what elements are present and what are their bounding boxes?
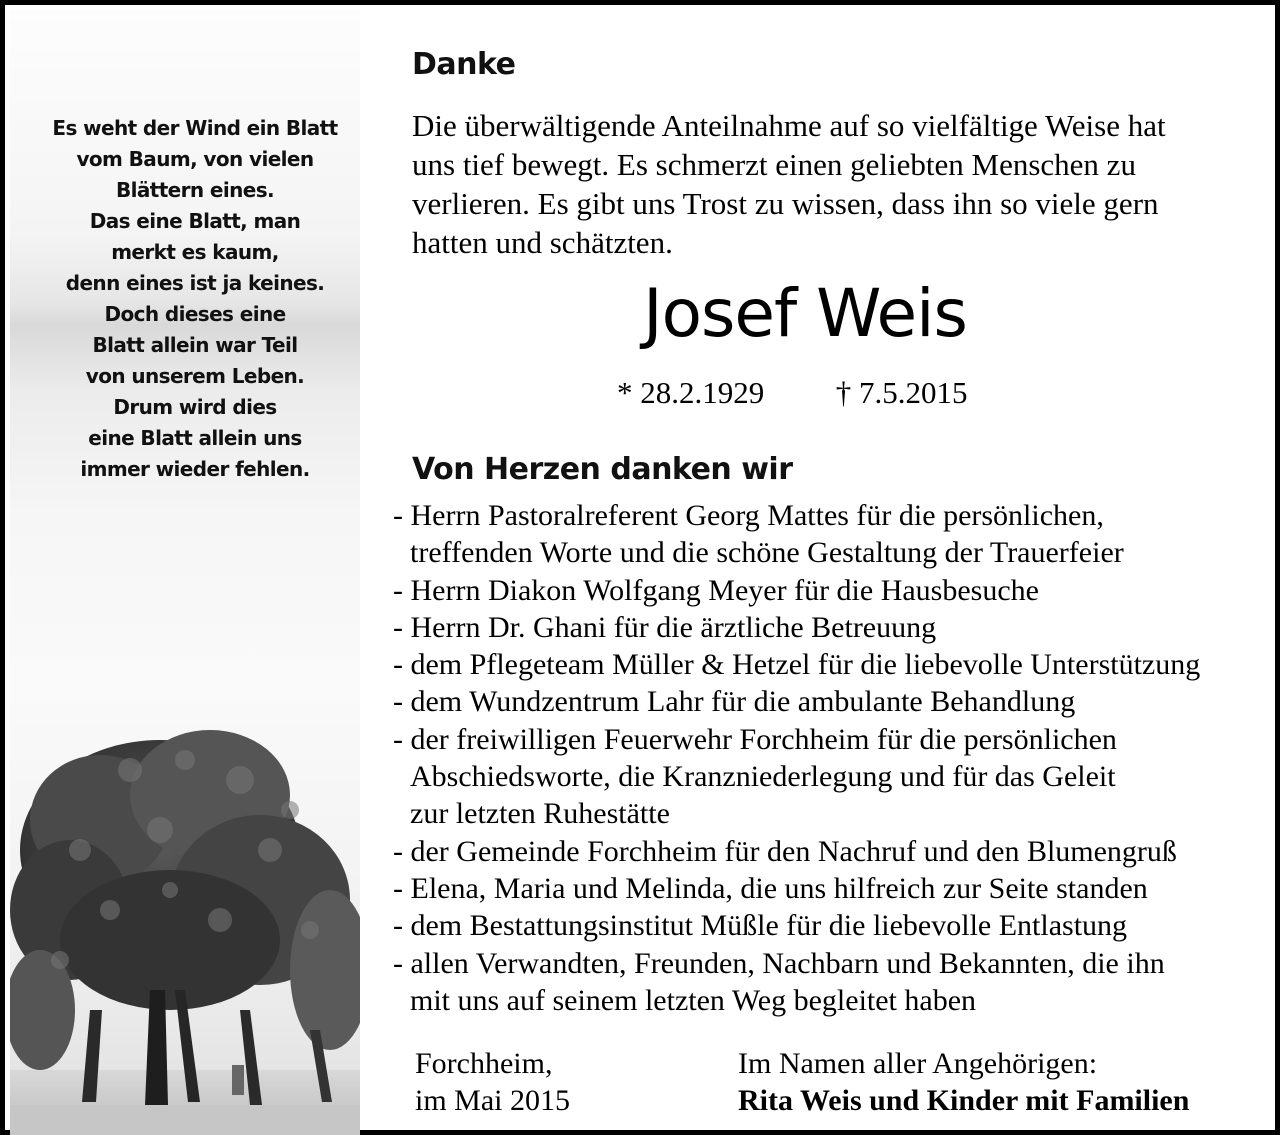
poem-line: vom Baum, von vielen bbox=[76, 147, 314, 171]
poem-line: Blatt allein war Teil bbox=[92, 333, 298, 357]
deceased-name: Josef Weis bbox=[643, 275, 967, 352]
tree-picture bbox=[10, 710, 360, 1135]
place: Forchheim, bbox=[415, 1047, 553, 1080]
heading: Danke bbox=[412, 47, 516, 82]
poem-line: merkt es kaum, bbox=[111, 240, 279, 264]
poem-line: Drum wird dies bbox=[113, 395, 277, 419]
date: im Mai 2015 bbox=[415, 1084, 570, 1117]
left-image-column bbox=[10, 10, 360, 1135]
list-item: - Herrn Pastoralreferent Georg Mattes für die persönlichen, bbox=[393, 499, 1104, 532]
intro-line: hatten und schätzten. bbox=[412, 225, 673, 260]
poem-line: von unserem Leben. bbox=[85, 364, 305, 388]
thanks-heading: Von Herzen danken wir bbox=[412, 452, 793, 487]
poem-line: Doch dieses eine bbox=[104, 302, 286, 326]
intro-text bbox=[412, 106, 1272, 262]
poem-line: Es weht der Wind ein Blatt bbox=[52, 116, 338, 140]
list-item: - Herrn Diakon Wolfgang Meyer für die Hausbesuche bbox=[393, 573, 1039, 607]
life-dates bbox=[617, 375, 968, 411]
list-item: - Herrn Dr. Ghani für die ärztliche Betreuung bbox=[393, 610, 937, 644]
poem-line: eine Blatt allein uns bbox=[88, 426, 302, 450]
birth-date: * 28.2.1929 bbox=[617, 375, 765, 410]
signature-intro: Im Namen aller Angehörigen: bbox=[738, 1047, 1098, 1080]
list-item: treffenden Worte und die schöne Gestaltung der Trauerfeier bbox=[410, 536, 1124, 570]
signature-names: Rita Weis und Kinder mit Familien bbox=[738, 1084, 1190, 1117]
list-item: - der freiwilligen Feuerwehr Forchheim für die persönlichen bbox=[393, 722, 1117, 756]
poem-line: denn eines ist ja keines. bbox=[65, 271, 325, 295]
death-date: † 7.5.2015 bbox=[835, 375, 968, 410]
intro-line: Die überwältigende Anteilnahme auf so vielfältige Weise hat bbox=[412, 108, 1166, 143]
poem-line: immer wieder fehlen. bbox=[80, 457, 310, 481]
list-item: - dem Pflegeteam Müller & Hetzel für die liebevolle Unterstützung bbox=[393, 648, 1201, 682]
list-item: - dem Wundzentrum Lahr für die ambulante Behandlung bbox=[393, 685, 1076, 719]
intro-line: uns tief bewegt. Es schmerzt einen geliebten Menschen zu bbox=[412, 147, 1136, 182]
signature-block bbox=[738, 1045, 1189, 1119]
list-item: Abschiedsworte, die Kranzniederlegung und für das Geleit bbox=[410, 760, 1116, 794]
list-item: - dem Bestattungsinstitut Müßle für die liebevolle Entlastung bbox=[393, 909, 1128, 943]
thanks-list bbox=[393, 497, 1280, 1019]
poem-line: Das eine Blatt, man bbox=[89, 209, 301, 233]
list-item: mit uns auf seinem letzten Weg begleitet haben bbox=[410, 983, 977, 1017]
intro-line: verlieren. Es gibt uns Trost zu wissen, dass ihn so viele gern bbox=[412, 186, 1159, 221]
list-item: - allen Verwandten, Freunden, Nachbarn und Bekannten, die ihn bbox=[393, 946, 1165, 980]
place-date bbox=[415, 1045, 570, 1119]
list-item: - Elena, Maria und Melinda, die uns hilfreich zur Seite standen bbox=[393, 871, 1148, 905]
list-item: zur letzten Ruhestätte bbox=[410, 797, 670, 831]
list-item: - der Gemeinde Forchheim für den Nachruf und den Blumengruß bbox=[393, 834, 1177, 868]
poem-line: Blättern eines. bbox=[115, 178, 275, 202]
